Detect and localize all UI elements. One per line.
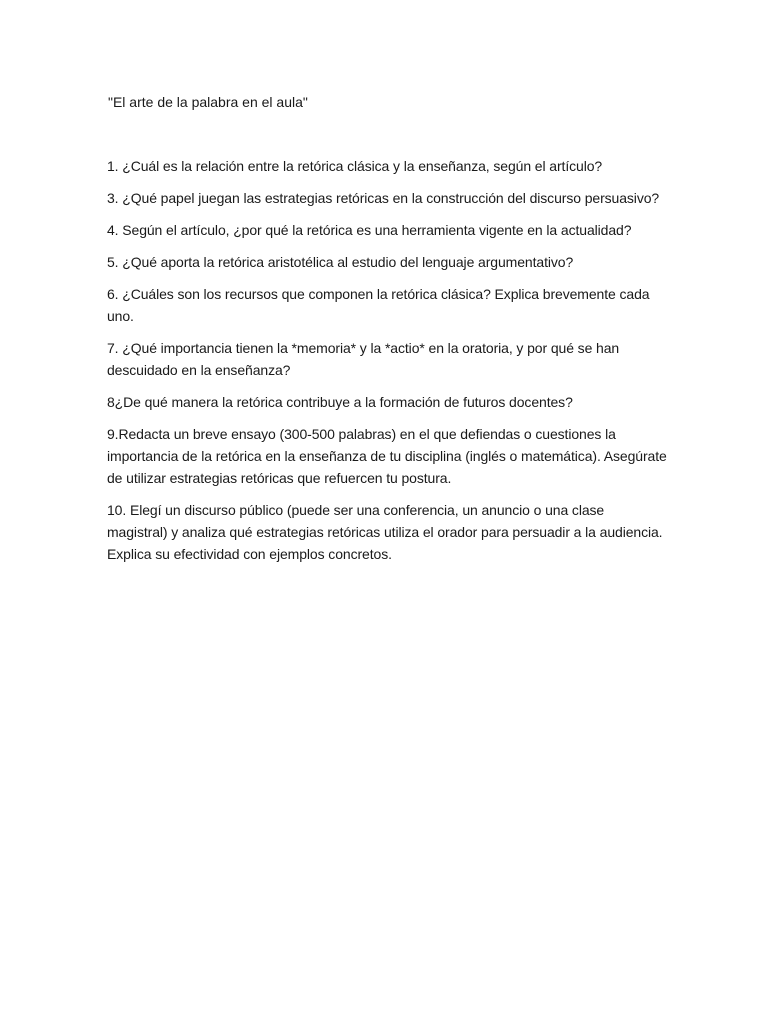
question-item: 3. ¿Qué papel juegan las estrategias retóricas en la construcción del discurso persuasivo? xyxy=(107,190,660,206)
question-item: 5. ¿Qué aporta la retórica aristotélica al estudio del lenguaje argumentativo? xyxy=(107,254,574,270)
document-title: "El arte de la palabra en el aula" xyxy=(108,94,308,110)
question-item: 7. ¿Qué importancia tienen la *memoria* y la *actio* en la oratoria, y por qué se han descuidado en la enseñanza? xyxy=(107,340,620,378)
question-item: 10. Elegí un discurso público (puede ser una conferencia, un anuncio o una clase magistral) y analiza qué estrategias retóricas utiliza el orador para persuadir a la audiencia. Explica su efectividad con ejemplos concretos. xyxy=(107,502,663,562)
question-item: 8¿De qué manera la retórica contribuye a la formación de futuros docentes? xyxy=(107,394,573,410)
question-item: 6. ¿Cuáles son los recursos que componen la retórica clásica? Explica brevemente cada uno. xyxy=(107,286,650,324)
question-item: 4. Según el artículo, ¿por qué la retórica es una herramienta vigente en la actualidad? xyxy=(107,222,632,238)
question-item: 1. ¿Cuál es la relación entre la retórica clásica y la enseñanza, según el artículo? xyxy=(107,158,603,174)
question-list xyxy=(107,155,667,575)
question-item: 9.Redacta un breve ensayo (300-500 palabras) en el que defiendas o cuestiones la importancia de la retórica en la enseñanza de tu disciplina (inglés o matemática). Asegúrate de utilizar estrategias retóricas que refuercen tu postura. xyxy=(107,426,667,486)
